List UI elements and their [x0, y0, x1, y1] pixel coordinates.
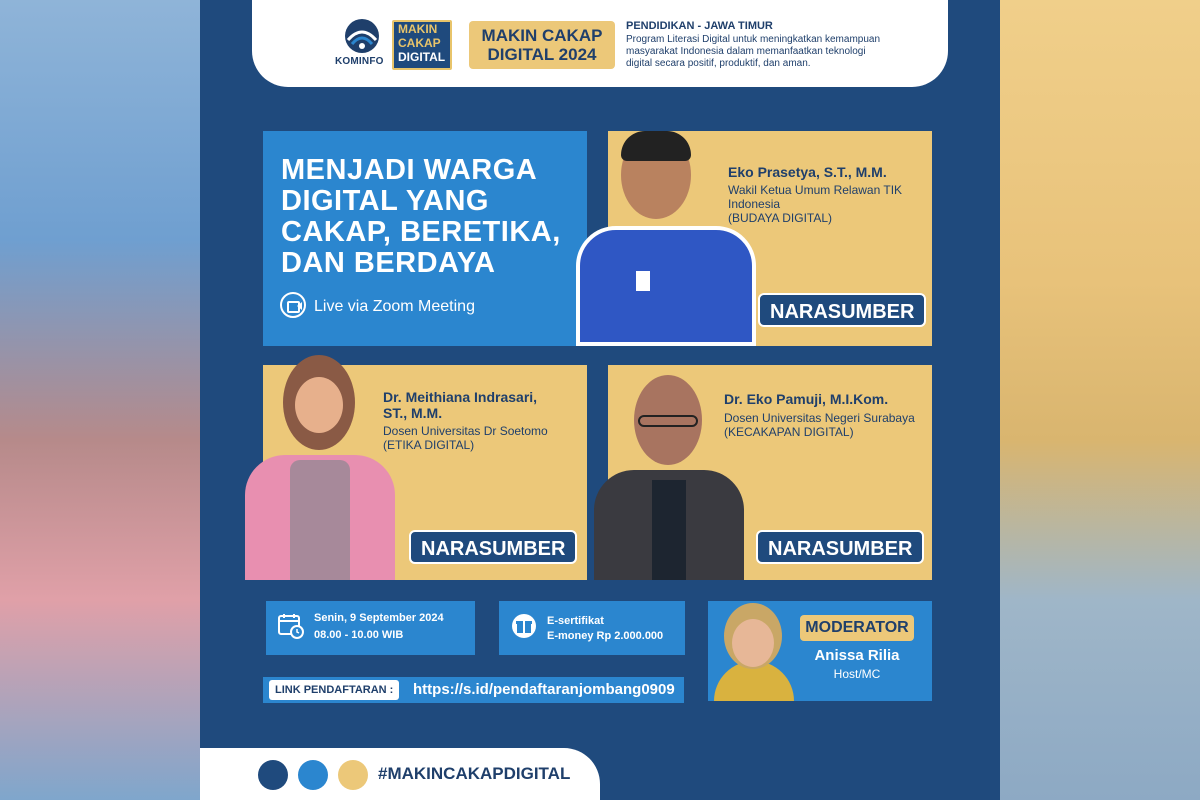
speaker-role-1-line-1: Wakil Ketua Umum Relawan TIK — [728, 183, 903, 197]
program-badge-line-2: DIGITAL 2024 — [487, 45, 597, 64]
speaker-name-2 — [383, 389, 537, 421]
event-poster — [200, 0, 1000, 800]
blurred-background-left — [0, 0, 200, 800]
program-badge-line-1: MAKIN CAKAP — [481, 26, 603, 45]
speaker-role-3-line-1: Dosen Universitas Negeri Surabaya — [724, 411, 915, 425]
header-description: Program Literasi Digital untuk meningkatkan kemampuan masyarakat Indonesia dalam memanfaatkan teknologi digital secara positif, produktif, dan aman. — [626, 34, 881, 69]
speaker-photo-2 — [245, 355, 395, 580]
speaker-role-2 — [383, 424, 548, 452]
moderator-photo — [708, 601, 798, 701]
speaker-card-2 — [263, 365, 587, 580]
benefit-certificate: E-sertifikat — [547, 615, 604, 627]
blurred-background-right — [1000, 0, 1200, 800]
header-title: PENDIDIKAN - JAWA TIMUR — [626, 20, 773, 32]
kominfo-label: KOMINFO — [335, 56, 384, 67]
speaker-role-2-line-2: (ETIKA DIGITAL) — [383, 438, 475, 452]
poster-header — [252, 0, 948, 87]
speaker-name-2-line-2: ST., M.M. — [383, 405, 443, 421]
moderator-role: Host/MC — [833, 667, 881, 681]
blue-dot — [298, 760, 328, 790]
event-time: 08.00 - 10.00 WIB — [314, 629, 404, 641]
schedule-box — [266, 601, 475, 655]
event-date: Senin, 9 September 2024 — [314, 612, 444, 624]
calendar-clock-icon — [278, 613, 304, 639]
navy-dot — [258, 760, 288, 790]
moderator-badge: MODERATOR — [800, 615, 914, 641]
kominfo-logo-icon — [340, 18, 384, 54]
program-badge — [469, 21, 615, 69]
logo-line-1: MAKIN — [398, 22, 438, 36]
logo-line-3: DIGITAL — [398, 50, 446, 64]
event-title: MENJADI WARGA DIGITAL YANG CAKAP, BERETIKA, DAN BERDAYA — [281, 154, 561, 279]
speaker-role-1-line-3: (BUDAYA DIGITAL) — [728, 211, 833, 225]
makin-cakap-digital-logo — [392, 20, 452, 70]
speaker-card-3 — [608, 365, 932, 580]
event-mode: Live via Zoom Meeting — [314, 298, 475, 315]
gold-dot — [338, 760, 368, 790]
benefits-box — [499, 601, 685, 655]
registration-link[interactable]: https://s.id/pendaftaranjombang0909 — [413, 681, 675, 698]
event-title-card — [263, 131, 587, 346]
speaker-name-1: Eko Prasetya, S.T., M.M. — [728, 164, 887, 180]
speaker-role-1 — [728, 183, 902, 225]
speaker-name-2-line-1: Dr. Meithiana Indrasari, — [383, 389, 538, 405]
narasumber-badge-1: NARASUMBER — [758, 293, 926, 327]
speaker-photo-3 — [594, 375, 744, 580]
speaker-role-1-line-2: Indonesia — [728, 197, 781, 211]
registration-bar — [263, 677, 684, 703]
speaker-role-3 — [724, 411, 915, 439]
speaker-role-3-line-2: (KECAKAPAN DIGITAL) — [724, 425, 854, 439]
speaker-role-2-line-1: Dosen Universitas Dr Soetomo — [383, 424, 548, 438]
benefit-emoney: E-money Rp 2.000.000 — [547, 630, 664, 642]
logo-line-2: CAKAP — [398, 36, 441, 50]
zoom-video-icon — [280, 292, 306, 318]
narasumber-badge-2: NARASUMBER — [409, 530, 577, 564]
moderator-name: Anissa Rilia — [814, 647, 900, 664]
poster-footer — [200, 748, 600, 800]
speaker-name-3: Dr. Eko Pamuji, M.I.Kom. — [724, 391, 889, 407]
gift-icon — [511, 613, 537, 639]
moderator-card — [708, 601, 932, 701]
registration-label: LINK PENDAFTARAN : — [269, 680, 399, 700]
speaker-card-1 — [608, 131, 932, 346]
narasumber-badge-3: NARASUMBER — [756, 530, 924, 564]
hashtag: #MAKINCAKAPDIGITAL — [378, 764, 571, 783]
